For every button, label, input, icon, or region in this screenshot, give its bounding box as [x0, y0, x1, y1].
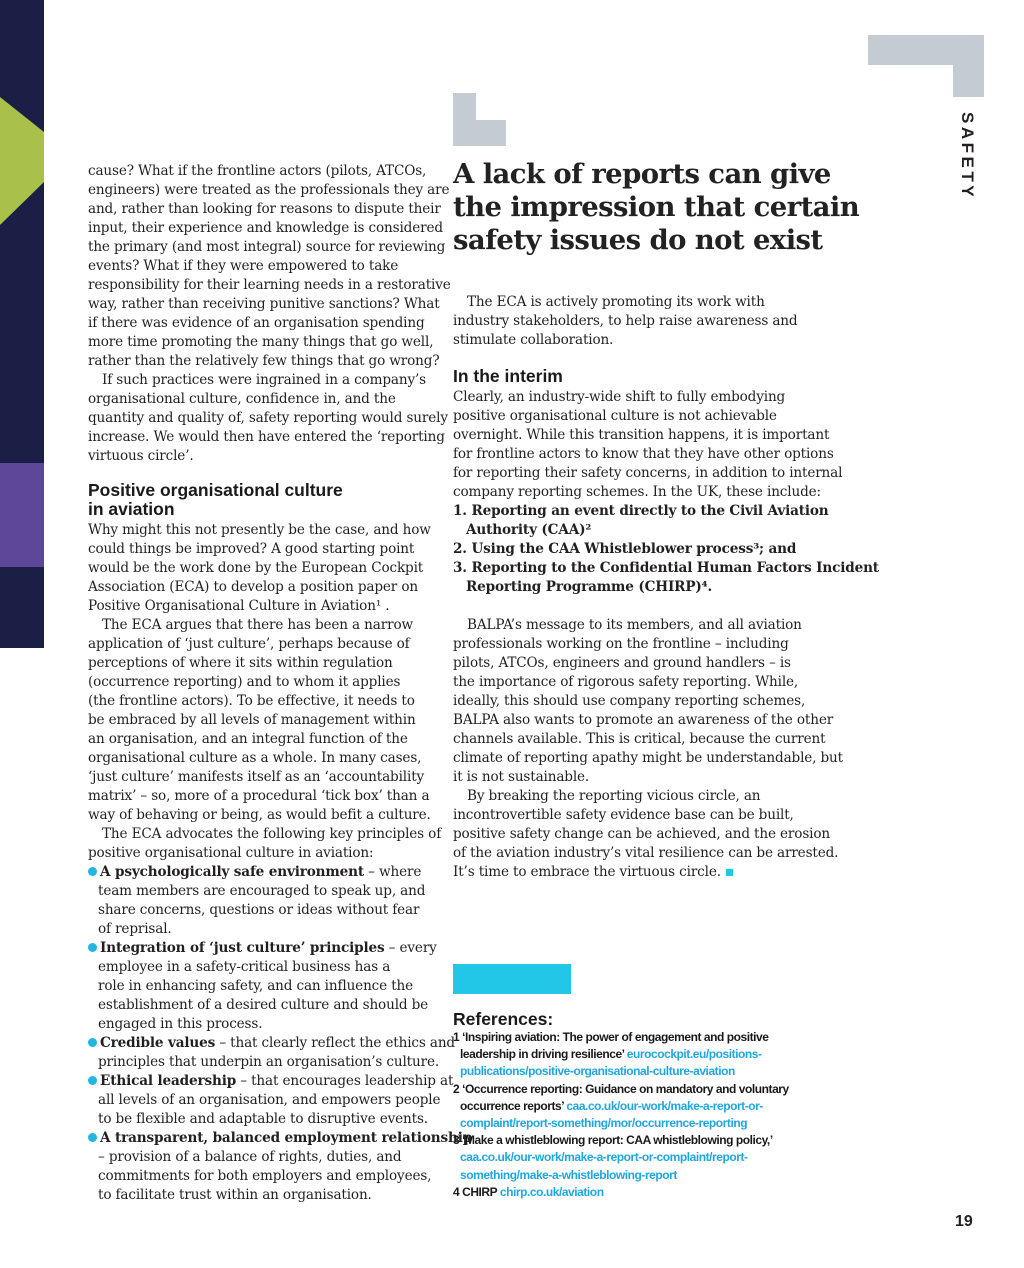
reference-line: [453, 1046, 789, 1063]
bullet-line: [88, 1091, 472, 1110]
text-line: Positive Organisational Culture in Aviation¹ .: [88, 598, 390, 614]
reference-line: [453, 1132, 789, 1149]
decorative-side-strip: [0, 0, 44, 648]
bullet-line: [88, 1148, 472, 1167]
text-line: events? What if they were empowered to take: [88, 258, 399, 274]
text-line: virtuous circle’.: [88, 448, 194, 464]
quote-bracket-bottom: [453, 120, 506, 146]
bullet-text: role in enhancing safety, and can influence the: [98, 978, 414, 994]
bullet-dot-icon: [88, 943, 97, 952]
text-line: Why might this not presently be the case, and how: [88, 522, 431, 538]
text-line: positive organisational culture is not achievable: [453, 408, 777, 424]
text-line: climate of reporting apathy might be understandable, but: [453, 750, 843, 766]
text-line: ‘just culture’ manifests itself as an ‘accountability: [88, 769, 425, 785]
bullet-text: team members are encouraged to speak up, and: [98, 883, 426, 899]
reference-text: 2 ‘Occurrence reporting: Guidance on mandatory and voluntary: [453, 1081, 789, 1096]
bullet-text: principles that underpin an organisation’s culture.: [98, 1054, 440, 1070]
reference-text: 1 ‘Inspiring aviation: The power of engagement and positive: [453, 1030, 769, 1044]
bullet-text: of reprisal.: [98, 921, 172, 937]
text-line: A lack of reports can give: [453, 158, 831, 190]
reference-line: [453, 1029, 789, 1046]
bullet-title: A transparent, balanced employment relationship: [100, 1130, 473, 1146]
text-line: way, rather than receiving punitive sanctions? What: [88, 296, 440, 312]
page-number: 19: [955, 1213, 973, 1230]
numbered-item-line: [453, 540, 879, 559]
paragraph: [88, 371, 448, 466]
bullet-text: – that encourages leadership at: [236, 1073, 454, 1089]
text-line: company reporting schemes. In the UK, these include:: [453, 484, 821, 500]
bullet-line: [88, 1034, 472, 1053]
bullet-line: [88, 958, 472, 977]
numbered-item-text: 3. Reporting to the Confidential Human Factors Incident: [453, 560, 879, 576]
bullet-text: to facilitate trust within an organisation.: [98, 1187, 372, 1203]
text-line: cause? What if the frontline actors (pilots, ATCOs,: [88, 163, 427, 179]
text-line: input, their experience and knowledge is considered: [88, 220, 443, 236]
text-line: channels available. This is critical, because the current: [453, 731, 826, 747]
text-line: be embraced by all levels of management within: [88, 712, 416, 728]
reference-line: [453, 1115, 789, 1132]
text-line: an organisation, and an integral function of the: [88, 731, 408, 747]
reference-line: [453, 1184, 789, 1201]
text-line: BALPA’s message to its members, and all aviation: [467, 617, 802, 633]
bullet-text: commitments for both employers and employees,: [98, 1168, 432, 1184]
bullet-dot-icon: [88, 1133, 97, 1142]
reference-text: 4 CHIRP: [453, 1184, 500, 1199]
text-line: Positive organisational culture: [88, 480, 343, 500]
text-line: for reporting their safety concerns, in addition to internal: [453, 465, 843, 481]
reference-link[interactable]: publications/positive-organisational-culture-aviation: [460, 1064, 735, 1079]
subheading: In the interim: [453, 366, 563, 386]
bullet-line: [88, 1167, 472, 1186]
lime-shape: [0, 97, 44, 225]
reference-link[interactable]: caa.co.uk/our-work/make-a-report-or-complaint/report-: [460, 1150, 748, 1165]
bullet-text: employee in a safety-critical business has a: [98, 959, 391, 975]
text-line: more time promoting the many things that go well,: [88, 334, 434, 350]
bullet-title: Ethical leadership: [100, 1073, 237, 1089]
reference-link[interactable]: something/make-a-whistleblowing-report: [460, 1167, 677, 1182]
text-line: professionals working on the frontline – including: [453, 636, 789, 652]
text-line: Clearly, an industry-wide shift to fully embodying: [453, 389, 786, 405]
reference-link[interactable]: complaint/report-something/mor/occurrence-reporting: [460, 1116, 748, 1131]
bullet-title: Credible values: [100, 1035, 216, 1051]
text-line: incontrovertible safety evidence base can be built,: [453, 807, 794, 823]
text-line: (occurrence reporting) and to whom it applies: [88, 674, 401, 690]
bullet-text: to be flexible and adaptable to disruptive events.: [98, 1111, 428, 1127]
text-line: BALPA also wants to promote an awareness of the other: [453, 712, 834, 728]
text-line: the primary (and most integral) source for reviewing: [88, 239, 446, 255]
text-line: matrix’ – so, more of a procedural ‘tick box’ than a: [88, 788, 430, 804]
text-line: The ECA advocates the following key principles of: [102, 826, 442, 842]
text-line: stimulate collaboration.: [453, 332, 614, 348]
section-label: SAFETY: [958, 112, 977, 201]
reporting-options-list: [453, 502, 879, 597]
reference-line: [453, 1167, 789, 1184]
numbered-item-line: [453, 502, 879, 521]
bullet-dot-icon: [88, 867, 97, 876]
bullet-line: [88, 977, 472, 996]
text-line: pilots, ATCOs, engineers and ground handlers – is: [453, 655, 791, 671]
bullet-text: all levels of an organisation, and empowers people: [98, 1092, 441, 1108]
text-line: The ECA is actively promoting its work with: [467, 294, 765, 310]
bullet-line: [88, 1015, 472, 1034]
reference-link[interactable]: eurocockpit.eu/positions-: [626, 1047, 762, 1062]
paragraph: [453, 293, 797, 350]
text-line: By breaking the reporting vicious circle, an: [467, 788, 761, 804]
bullet-line: [88, 1072, 472, 1091]
text-line: of the aviation industry’s vital resilience can be arrested.: [453, 845, 839, 861]
text-line: engineers) were treated as the professionals they are: [88, 182, 450, 198]
text-line: would be the work done by the European Cockpit: [88, 560, 424, 576]
text-line: for frontline actors to know that they have other options: [453, 446, 834, 462]
text-line: It’s time to embrace the virtuous circle.: [453, 863, 838, 882]
reference-line: [453, 1063, 789, 1080]
text-line: application of ‘just culture’, perhaps because of: [88, 636, 410, 652]
bullet-line: [88, 1186, 472, 1205]
text-line: quantity and quality of, safety reporting would surely: [88, 410, 448, 426]
reference-line: [453, 1149, 789, 1166]
text-line: The ECA argues that there has been a narrow: [102, 617, 413, 633]
numbered-item-text: 2. Using the CAA Whistleblower process³; and: [453, 541, 797, 557]
bullet-line: [88, 1053, 472, 1072]
numbered-item-line: [453, 559, 879, 578]
bullet-text: establishment of a desired culture and should be: [98, 997, 429, 1013]
bullet-line: [88, 996, 472, 1015]
text-line: perceptions of where it sits within regulation: [88, 655, 393, 671]
text-line: organisational culture, confidence in, and the: [88, 391, 396, 407]
strip-shapes: [0, 0, 44, 648]
bullet-title: A psychologically safe environment: [100, 864, 365, 880]
principles-list: [88, 863, 472, 1205]
bullet-line: [88, 920, 472, 939]
paragraph: [88, 616, 431, 825]
paragraph: [453, 388, 842, 502]
text-line: organisational culture as a whole. In many cases,: [88, 750, 422, 766]
numbered-item-text: Authority (CAA)²: [466, 522, 592, 538]
paragraph: [88, 521, 431, 616]
pull-quote: [453, 158, 859, 257]
text-line: increase. We would then have entered the ‘reporting: [88, 429, 445, 445]
bullet-line: [88, 939, 472, 958]
reference-link[interactable]: chirp.co.uk/aviation: [499, 1184, 604, 1199]
subheading: [88, 481, 343, 519]
text-line: responsibility for their learning needs in a restorative: [88, 277, 451, 293]
bullet-line: [88, 863, 472, 882]
text-line: ideally, this should use company reporting schemes,: [453, 693, 806, 709]
bullet-line: [88, 901, 472, 920]
text-line: Association (ECA) to develop a position paper on: [88, 579, 418, 595]
text-line: way of behaving or being, as would befit a culture.: [88, 807, 431, 823]
numbered-item-line: [453, 578, 879, 597]
text-line: it is not sustainable.: [453, 769, 590, 785]
text-line: rather than the relatively few things that go wrong?: [88, 353, 440, 369]
numbered-item-text: 1. Reporting an event directly to the Civil Aviation: [453, 503, 829, 519]
bullet-text: share concerns, questions or ideas without fear: [98, 902, 420, 918]
reference-text: leadership in driving resilience’: [460, 1047, 627, 1062]
bullet-line: [88, 1129, 472, 1148]
references-heading: References:: [453, 1009, 554, 1029]
end-mark-icon: [726, 869, 733, 876]
references-list: [453, 1029, 789, 1201]
text-line: the impression that certain: [453, 191, 860, 223]
bullet-title: Integration of ‘just culture’ principles: [100, 940, 385, 956]
bullet-text: – every: [384, 940, 437, 956]
corner-bracket-side: [953, 35, 984, 97]
text-line: industry stakeholders, to help raise awareness and: [453, 313, 798, 329]
bullet-text: engaged in this process.: [98, 1016, 263, 1032]
bullet-dot-icon: [88, 1038, 97, 1047]
text-line: in aviation: [88, 499, 175, 519]
bullet-line: [88, 882, 472, 901]
numbered-item-text: Reporting Programme (CHIRP)⁴.: [466, 579, 713, 595]
text-line: the importance of rigorous safety reporting. While,: [453, 674, 799, 690]
text-line: overnight. While this transition happens, it is important: [453, 427, 830, 443]
bullet-text: – where: [364, 864, 422, 880]
bullet-text: – provision of a balance of rights, duties, and: [98, 1149, 402, 1165]
reference-line: [453, 1098, 789, 1115]
paragraph: [88, 162, 451, 371]
purple-block: [0, 463, 44, 567]
text-line: If such practices were ingrained in a company’s: [102, 372, 426, 388]
reference-link[interactable]: caa.co.uk/our-work/make-a-report-or-: [566, 1098, 763, 1113]
text-line: positive organisational culture in aviation:: [88, 845, 374, 861]
reference-line: [453, 1081, 789, 1098]
text-line: safety issues do not exist: [453, 224, 823, 256]
references-accent-bar: [453, 964, 571, 994]
text-line: if there was evidence of an organisation spending: [88, 315, 425, 331]
text-line: and, rather than looking for reasons to dispute their: [88, 201, 441, 217]
reference-text: 3 ‘Make a whistleblowing report: CAA whistleblowing policy,’: [453, 1133, 773, 1148]
text-line: (the frontline actors). To be effective, it needs to: [88, 693, 415, 709]
numbered-item-line: [453, 521, 879, 540]
text-line: could things be improved? A good starting point: [88, 541, 415, 557]
bullet-dot-icon: [88, 1076, 97, 1085]
bullet-line: [88, 1110, 472, 1129]
paragraph: [88, 825, 441, 863]
bullet-text: – that clearly reflect the ethics and: [215, 1035, 455, 1051]
text-line: positive safety change can be achieved, and the erosion: [453, 826, 830, 842]
reference-text: occurrence reports’: [460, 1098, 567, 1113]
paragraph: [453, 787, 838, 882]
paragraph: [453, 616, 843, 787]
